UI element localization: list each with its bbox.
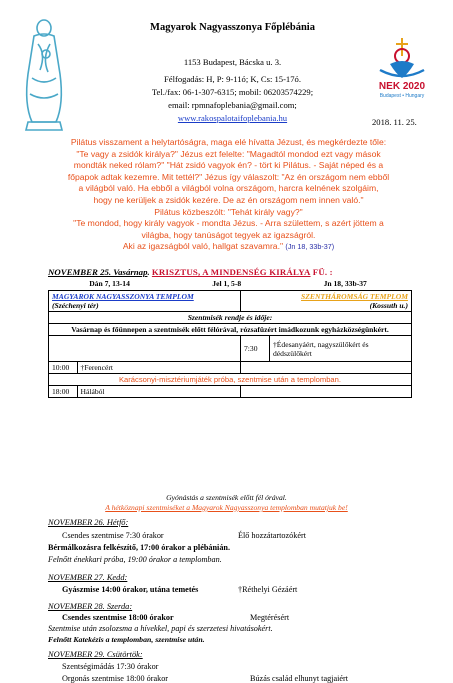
day-heading: NOVEMBER 27. Kedd: (48, 573, 128, 582)
day-entry: Csendes szentmise 18:00 órakor (62, 613, 174, 622)
mass-intention: Hálából (77, 386, 241, 398)
office-hours: Félfogadás: H, P: 9-11ó; K, Cs: 15-17ó. (164, 74, 301, 84)
left-church-name: MAGYAROK NAGYASSZONYA TEMPLOM (52, 292, 194, 301)
feast-suffix: FÜ. : (312, 267, 333, 277)
confession-note: Gyónástás a szentmisék előtt fél órával. (166, 493, 287, 502)
right-church-sub: (Kossuth u.) (369, 301, 408, 310)
madonna-statue-image (10, 14, 78, 134)
right-mass-time: 7:30 (241, 336, 270, 362)
gospel-line: Pilátus közbeszólt: "Tehát király vagy?" (154, 206, 303, 217)
schedule-order-title: Szentmisék rendje és idője: (49, 312, 412, 324)
day-heading: NOVEMBER 29. Csütörtök: (48, 650, 143, 659)
gospel-line: mondták neked rólam?" "Hát zsidó vagyok én? - tört ki Pilátus. - Saját néped és a (73, 160, 384, 171)
day-entry: Bérmálkozásra felkészítő, 17:00 órakor a plébánián. (48, 543, 231, 552)
day-entry: Felnőtt Katekézis a templomban, szentmise után. (48, 635, 205, 644)
gospel-line: "Te vagy a zsidók királya?" Jézus ezt felelte: "Magadtól mondod ezt vagy mások (76, 148, 381, 159)
schedule-red-note: Karácsonyi-misztériumjáték próba, szentmise után a templomban. (49, 374, 412, 386)
day-heading: NOVEMBER 26. Hétfő: (48, 518, 129, 527)
day-entry-intention: Megtérésért (250, 613, 290, 622)
mass-time: 18:00 (49, 386, 78, 398)
nek-logo-subtext: Budapest • Hungary (379, 93, 425, 99)
sunday-date: NOVEMBER 25. Vasárnap (48, 267, 148, 277)
day-entry-intention: Élő hozzátartozókért (238, 531, 306, 540)
right-mass-intention: †Édesanyáért, nagyszülőkért és dédszülőkért (270, 336, 412, 362)
day-entry: Felnőtt énekkari próba, 19:00 órakor a templomban. (48, 555, 222, 564)
day-heading: NOVEMBER 28. Szerda: (48, 602, 133, 611)
bulletin-date: 2018. 11. 25. (372, 117, 417, 127)
day-entry: Szentmise után zsolozsma a hívekkel, papi és szerzetesi hivatásokért. (48, 624, 273, 633)
mass-intention: †Ferencért (77, 362, 241, 374)
day-entry: Orgonás szentmise 18:00 órakor (62, 674, 169, 683)
mass-time: 10:00 (49, 362, 78, 374)
reading-2: Jel 1, 5-8 (212, 279, 242, 288)
day-entry: Szentségimádás 17:30 órakor (62, 662, 159, 671)
nek-logo-text: NEK 2020 (378, 81, 426, 92)
gospel-line: Pilátus visszament a helytartóságra, maga elé hívatta Jézust, és megkérdezte tőle: (70, 137, 387, 147)
right-church-name: SZENTHÁROMSÁG TEMPLOM (301, 292, 408, 301)
parish-address: 1153 Budapest, Bácska u. 3. (183, 57, 282, 67)
website-link[interactable]: www.rakospalotaifoplebania.hu (177, 113, 288, 123)
day-entry: Csendes szentmise 7:30 órakor (62, 531, 164, 540)
gospel-line: hogy ne kerüljek a zsidók kezére. De az én országom nem innen való." (93, 194, 364, 205)
readings-row (48, 279, 408, 288)
day-entry-intention: Búzás család elhunyt tagjaiért (250, 674, 348, 683)
left-church-sub: (Széchenyi tér) (52, 301, 99, 310)
reading-1: Dán 7, 13-14 (89, 279, 130, 288)
gospel-line: "Te mondod, hogy király vagyok - mondta Jézus. - Arra születtem, s azért jöttem a (73, 218, 384, 229)
day-entry-intention: †Réthelyi Gézáért (238, 585, 298, 594)
mass-schedule-table (48, 290, 412, 398)
weekday-note: A hétköznapi szentmiséket a Magyarok Nagyasszonya templomban mutatjuk be! (105, 503, 348, 512)
gospel-line: a világból való. Ha ebből a világból volna országom, harcra kelnének szolgáim, (78, 183, 379, 194)
day-entry: Gyászmise 14:00 órakor, utána temetés (62, 585, 199, 594)
email-line: email: rpmnafoplebania@gmail.com; (168, 100, 297, 110)
reading-3: Jn 18, 33b-37 (323, 279, 367, 288)
sunday-heading: NOVEMBER 25. Vasárnap. KRISZTUS, A MINDENSÉG KIRÁLYA FÜ. : (48, 267, 333, 277)
parish-title: Magyarok Nagyasszonya Főplébánia (150, 22, 315, 33)
phone-line: Tel./fax: 06-1-307-6315; mobil: 06203574229; (151, 87, 314, 97)
gospel-passage (26, 137, 431, 253)
schedule-info: Vasárnap és főünnepen a szentmisék előtt félórával, rózsafüzért imádkozunk egyházközségünkért. (49, 324, 412, 336)
nek-2020-logo (362, 34, 442, 100)
gospel-line: főpapok adtak kezemre. Mit tettél?" Jézus így válaszolt: "Az én országom nem ebből (67, 171, 390, 182)
gospel-line: Aki az igazságból való, hallgat szavamra." (122, 241, 284, 252)
feast-name: KRISZTUS, A MINDENSÉG KIRÁLYA (151, 267, 311, 277)
gospel-line: világba, hogy tanúságot tegyek az igazságról. (141, 229, 316, 240)
gospel-reference: (Jn 18, 33b-37) (285, 242, 335, 252)
